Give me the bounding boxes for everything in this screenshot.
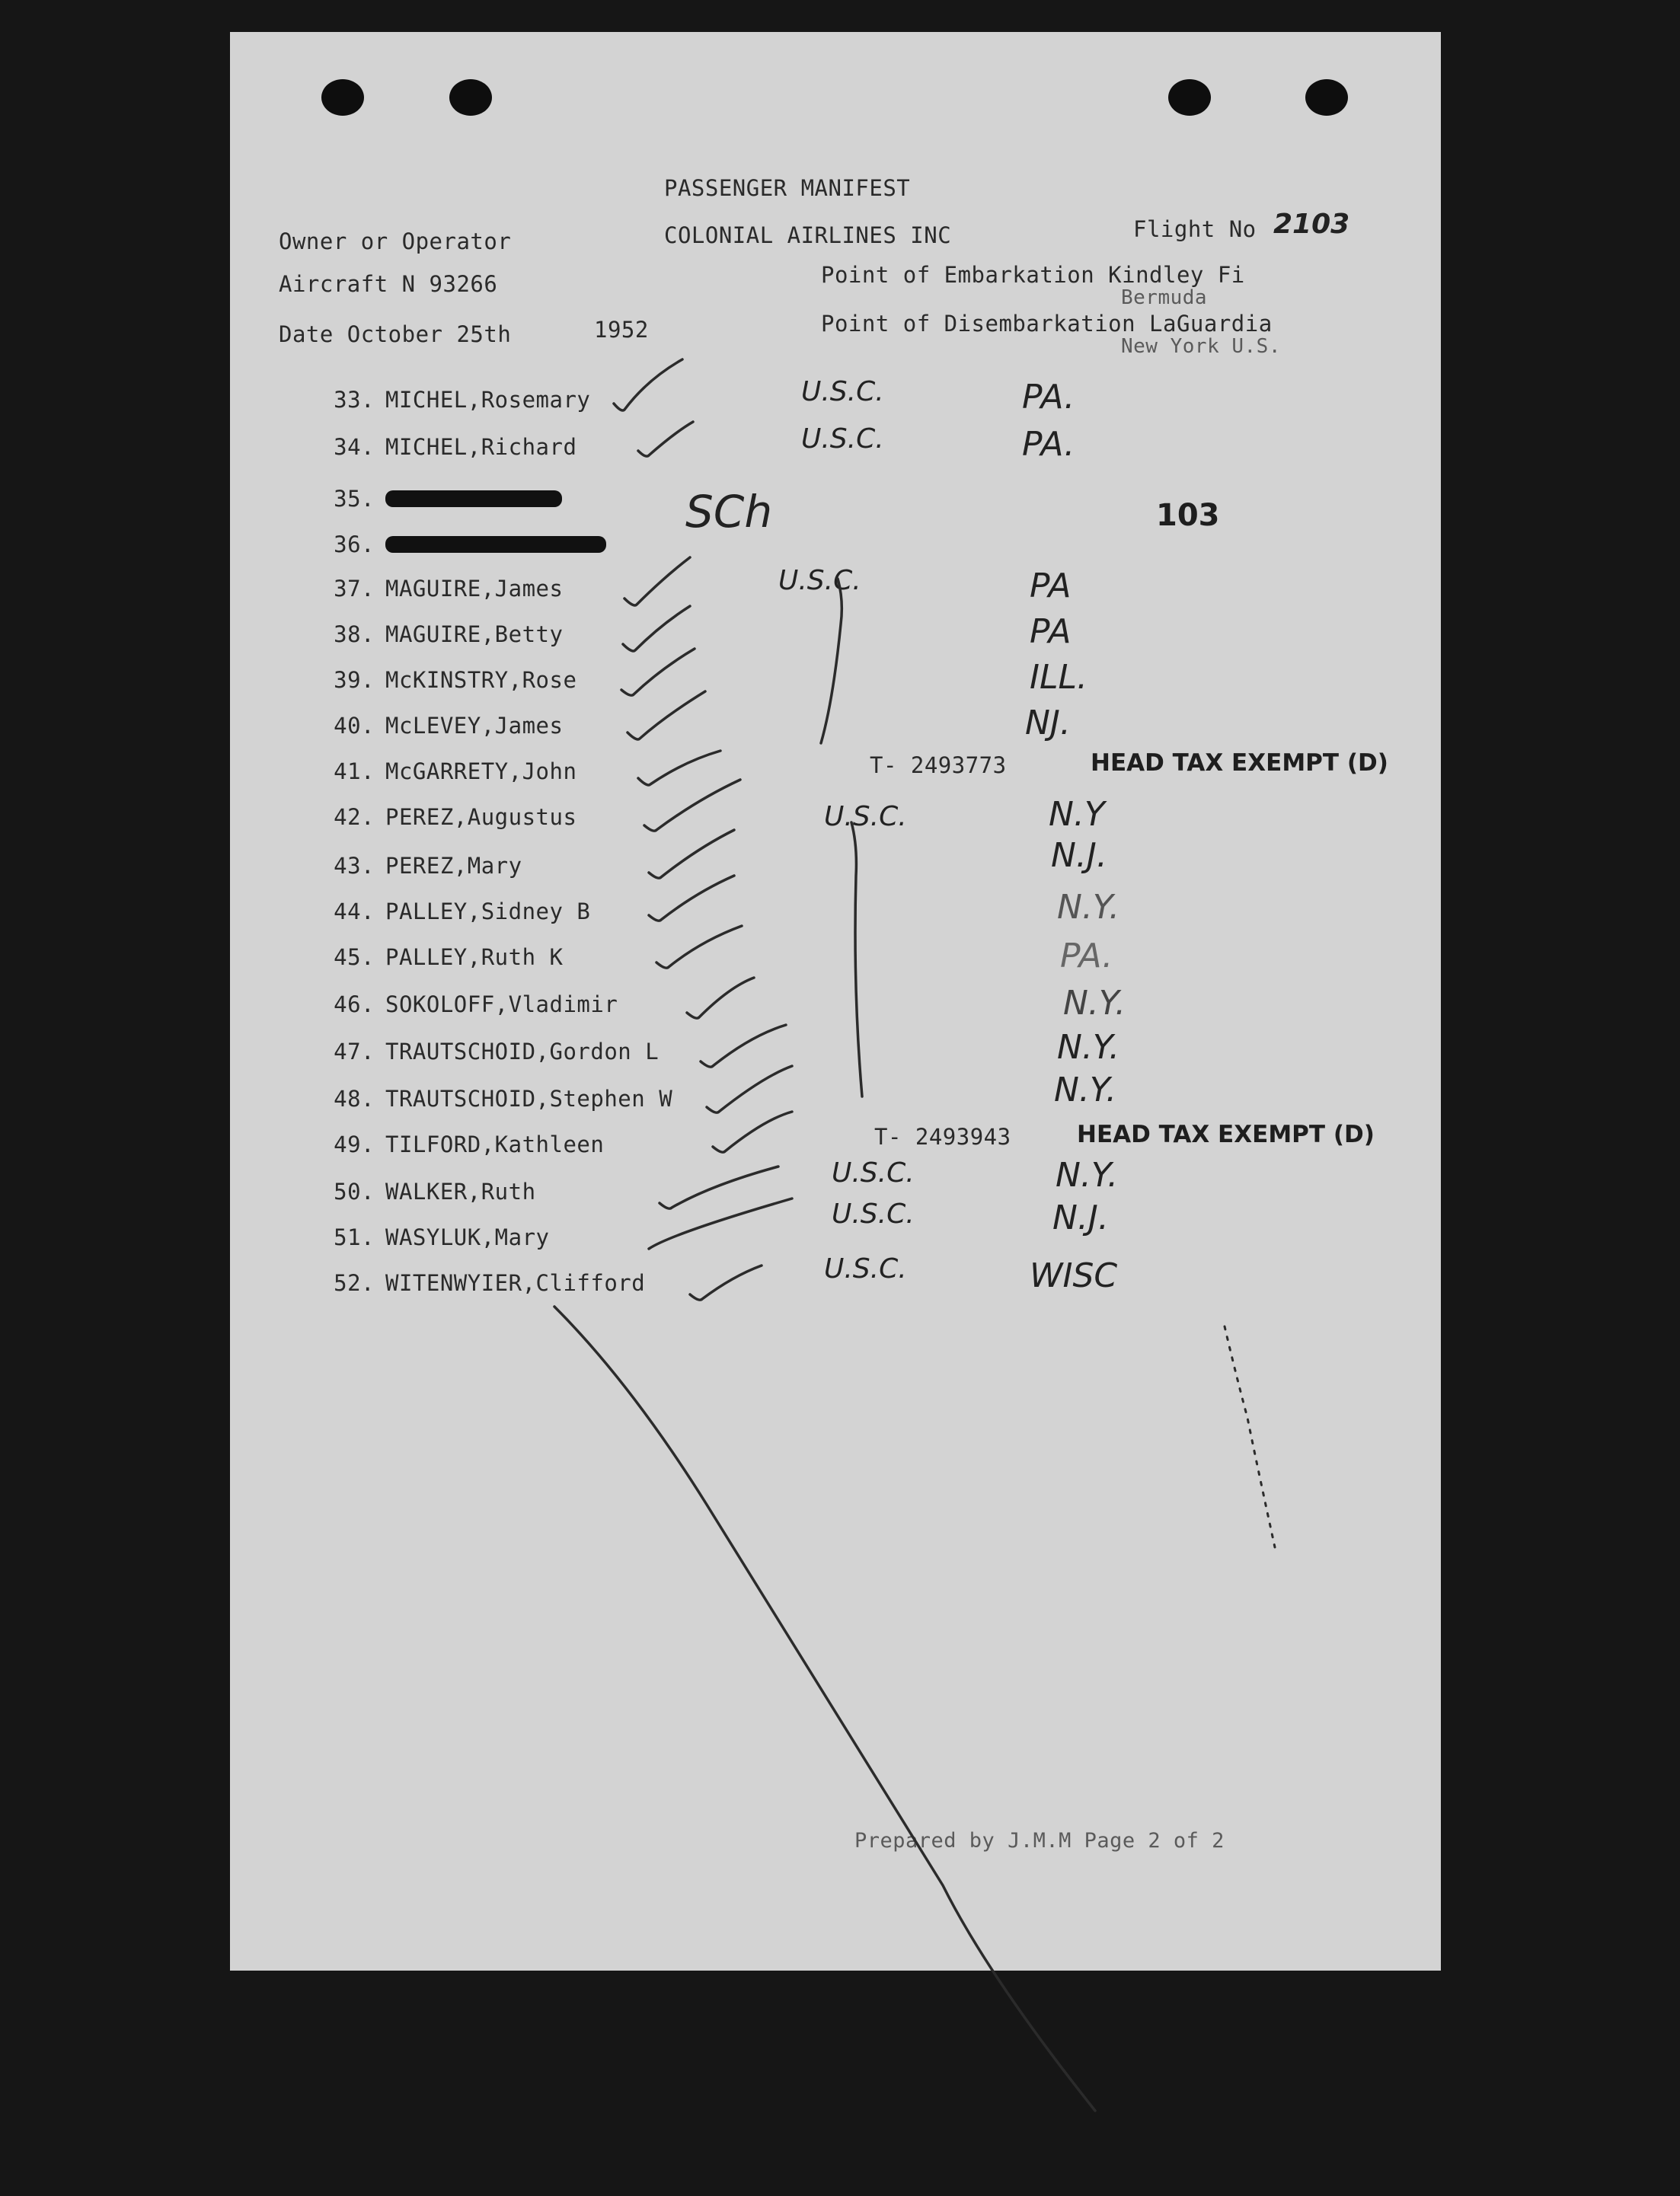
stray-mark — [1225, 1326, 1275, 1547]
check-mark — [623, 606, 690, 651]
passenger-number: 43. — [334, 853, 375, 879]
embarkation-point: Point of Embarkation Kindley Fi — [821, 262, 1245, 288]
passenger-name: McLEVEY,James — [385, 713, 564, 739]
year: 1952 — [594, 317, 649, 343]
ditto-bracket — [851, 822, 862, 1096]
passenger-name: McKINSTRY,Rose — [385, 667, 577, 693]
residence-state: N.J. — [1052, 1199, 1109, 1237]
citizenship: U.S.C. — [824, 1253, 907, 1285]
passenger-number: 40. — [334, 713, 375, 739]
long-strike-line — [554, 1307, 1095, 2111]
passenger-name: SOKOLOFF,Vladimir — [385, 991, 618, 1017]
check-mark — [656, 926, 742, 968]
passenger-number: 37. — [334, 576, 375, 602]
check-mark — [707, 1066, 792, 1112]
disembarkation-place: New York U.S. — [1121, 335, 1281, 358]
passenger-number: 50. — [334, 1179, 375, 1205]
head-tax-exempt-note: HEAD TAX EXEMPT (D) — [1091, 749, 1388, 777]
check-mark — [649, 830, 734, 878]
check-mark — [638, 422, 693, 456]
passenger-name: WASYLUK,Mary — [385, 1224, 550, 1250]
check-mark — [624, 557, 690, 605]
owner-label: Owner or Operator — [279, 228, 512, 254]
passenger-name: PALLEY,Sidney B — [385, 899, 591, 924]
residence-state: ILL. — [1030, 658, 1088, 697]
check-mark — [687, 978, 754, 1018]
citizenship: U.S.C. — [801, 376, 884, 407]
residence-state: N.Y — [1049, 795, 1105, 834]
ditto-bracket — [821, 579, 842, 743]
passenger-number: 49. — [334, 1132, 375, 1157]
passenger-name: McGARRETY,John — [385, 758, 577, 784]
residence-state: PA — [1030, 567, 1072, 605]
passenger-number: 46. — [334, 991, 375, 1017]
residence-state: N.Y. — [1057, 1028, 1120, 1067]
passenger-name: TRAUTSCHOID,Gordon L — [385, 1039, 660, 1064]
passenger-number: 47. — [334, 1039, 375, 1064]
passenger-name: WITENWYIER,Clifford — [385, 1270, 646, 1296]
disembarkation-point: Point of Disembarkation LaGuardia — [821, 311, 1273, 337]
aircraft-registration: Aircraft N 93266 — [279, 271, 498, 297]
passenger-name: TILFORD,Kathleen — [385, 1132, 605, 1157]
passenger-number: 44. — [334, 899, 375, 924]
passenger-name: PEREZ,Mary — [385, 853, 522, 879]
ticket-number: T- 2493943 — [874, 1124, 1011, 1150]
passenger-number: 48. — [334, 1086, 375, 1112]
operator-name: COLONIAL AIRLINES INC — [664, 222, 952, 248]
date-label: Date October 25th — [279, 321, 512, 347]
check-mark — [660, 1167, 778, 1208]
check-mark — [614, 359, 682, 410]
passenger-number: 45. — [334, 944, 375, 970]
manifest-title: PASSENGER MANIFEST — [664, 175, 911, 201]
passenger-name: PALLEY,Ruth K — [385, 944, 564, 970]
citizenship: U.S.C. — [778, 565, 861, 596]
citizenship: U.S.C. — [832, 1157, 915, 1189]
passenger-number: 36. — [334, 531, 375, 557]
residence-state: NJ. — [1025, 704, 1071, 742]
head-tax-exempt-note: HEAD TAX EXEMPT (D) — [1077, 1121, 1375, 1148]
initials: SCh — [685, 486, 773, 538]
passenger-number: 41. — [334, 758, 375, 784]
check-mark — [713, 1112, 792, 1152]
passenger-number: 51. — [334, 1224, 375, 1250]
citizenship: U.S.C. — [824, 801, 907, 832]
check-mark — [649, 1199, 792, 1249]
residence-state: N.J. — [1051, 836, 1107, 875]
residence-state: N.Y. — [1057, 888, 1120, 927]
embarkation-place: Bermuda — [1121, 286, 1208, 309]
residence-state: PA. — [1022, 378, 1075, 417]
passenger-number: 39. — [334, 667, 375, 693]
residence-state: N.Y. — [1054, 1071, 1117, 1109]
residence-state: PA. — [1022, 425, 1075, 464]
check-mark — [649, 876, 734, 921]
passenger-name: MAGUIRE,Betty — [385, 621, 564, 647]
passenger-number: 42. — [334, 804, 375, 830]
check-mark — [690, 1266, 762, 1300]
passenger-number: 35. — [334, 486, 375, 512]
residence-state: WISC — [1030, 1256, 1118, 1295]
passenger-number: 52. — [334, 1270, 375, 1296]
citizenship: U.S.C. — [801, 423, 884, 455]
check-mark — [638, 751, 720, 785]
prepared-by-footer: Prepared by J.M.M Page 2 of 2 — [854, 1829, 1225, 1853]
flight-number: 2103 — [1273, 209, 1350, 240]
residence-state: PA — [1030, 612, 1072, 651]
citizenship: U.S.C. — [832, 1199, 915, 1230]
check-mark — [621, 649, 695, 695]
passenger-name: WALKER,Ruth — [385, 1179, 536, 1205]
residence-state: N.Y. — [1056, 1156, 1119, 1195]
passenger-number: 34. — [334, 434, 375, 460]
passenger-name: TRAUTSCHOID,Stephen W — [385, 1086, 673, 1112]
check-mark — [701, 1025, 786, 1067]
passenger-name: MAGUIRE,James — [385, 576, 564, 602]
residence-state: N.Y. — [1063, 984, 1126, 1023]
check-mark — [628, 691, 705, 739]
passenger-number: 33. — [334, 387, 375, 413]
stamp-number: 103 — [1156, 498, 1220, 533]
passenger-name: MICHEL,Rosemary — [385, 387, 591, 413]
ticket-number: T- 2493773 — [870, 752, 1007, 778]
passenger-name: MICHEL,Richard — [385, 434, 577, 460]
passenger-name: PEREZ,Augustus — [385, 804, 577, 830]
check-mark — [644, 780, 740, 831]
residence-state: PA. — [1060, 937, 1113, 975]
passenger-number: 38. — [334, 621, 375, 647]
flight-label: Flight No — [1133, 216, 1257, 242]
